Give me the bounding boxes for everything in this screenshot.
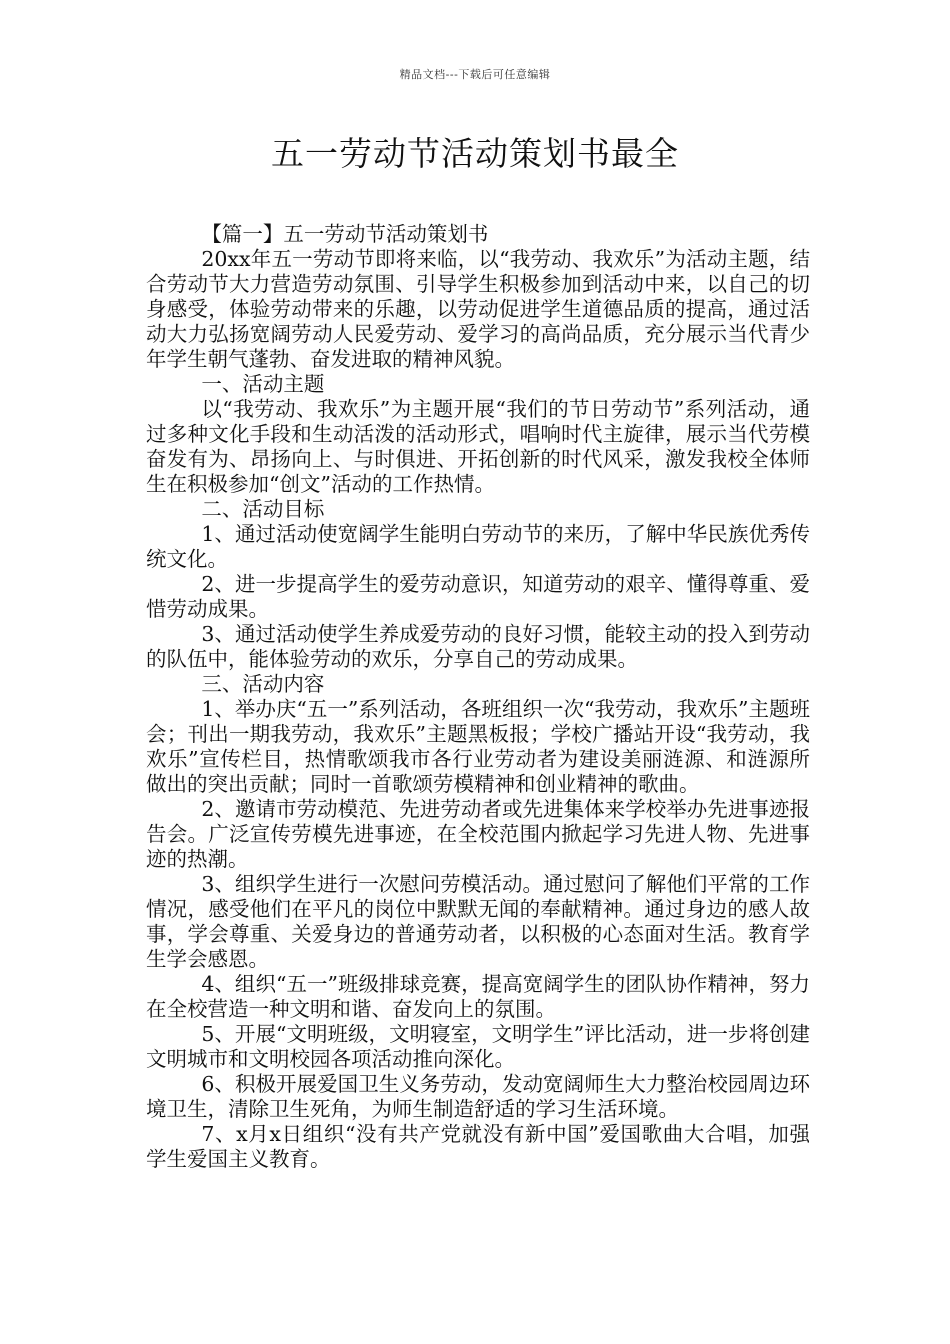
- list-item: 3、通过活动使学生养成爱劳动的良好习惯，能较主动的投入到劳动的队伍中，能体验劳动的欢乐，分享自己的劳动成果。: [146, 622, 810, 671]
- document-title: 五一劳动节活动策划书最全: [271, 134, 679, 173]
- list-item: 5、开展“文明班级，文明寝室，文明学生”评比活动，进一步将创建文明城市和文明校园各项活动推向深化。: [146, 1022, 810, 1071]
- list-item: 7、x月x日组织“没有共产党就没有新中国”爱国歌曲大合唱，加强学生爱国主义教育。: [146, 1122, 810, 1171]
- list-item: 1、举办庆“五一”系列活动，各班组织一次“我劳动，我欢乐”主题班会；刊出一期我劳动，我欢乐”主题黑板报；学校广播站开设“我劳动，我欢乐”宣传栏目，热情歌颂我市各行业劳动者为建设美丽涟源、和涟源所做出的突出贡献；同时一首歌颂劳模精神和创业精神的歌曲。: [146, 697, 810, 796]
- section-heading: 【篇一】五一劳动节活动策划书: [201, 222, 489, 246]
- document-body: [146, 222, 810, 1172]
- header-note: 精品文档---下载后可任意编辑: [399, 68, 551, 81]
- list-item: 2、邀请市劳动模范、先进劳动者或先进集体来学校举办先进事迹报告会。广泛宣传劳模先进事迹，在全校范围内掀起学习先进人物、先进事迹的热潮。: [146, 797, 810, 871]
- list-item: 1、通过活动使宽阔学生能明白劳动节的来历，了解中华民族优秀传统文化。: [146, 522, 810, 571]
- section-heading: 一、活动主题: [201, 372, 325, 396]
- section-heading: 三、活动内容: [201, 672, 325, 696]
- paragraph: 以“我劳动、我欢乐”为主题开展“我们的节日劳动节”系列活动，通过多种文化手段和生动活泼的活动形式，唱响时代主旋律，展示当代劳模奋发有为、昂扬向上、与时俱进、开拓创新的时代风采，激发我校全体师生在积极参加“创文”活动的工作热情。: [146, 397, 810, 496]
- list-item: 6、积极开展爱国卫生义务劳动，发动宽阔师生大力整治校园周边环境卫生，清除卫生死角，为师生制造舒适的学习生活环境。: [146, 1072, 810, 1121]
- section-heading: 二、活动目标: [201, 497, 325, 521]
- list-item: 3、组织学生进行一次慰问劳模活动。通过慰问了解他们平常的工作情况，感受他们在平凡的岗位中默默无闻的奉献精神。通过身边的感人故事，学会尊重、关爱身边的普通劳动者，以积极的心态面对生活。教育学生学会感恩。: [146, 872, 810, 971]
- paragraph: 20xx年五一劳动节即将来临，以“我劳动、我欢乐”为活动主题，结合劳动节大力营造劳动氛围、引导学生积极参加到活动中来，以自己的切身感受，体验劳动带来的乐趣，以劳动促进学生道德品质的提高，通过活动大力弘扬宽阔劳动人民爱劳动、爱学习的高尚品质，充分展示当代青少年学生朝气蓬勃、奋发进取的精神风貌。: [146, 247, 810, 371]
- list-item: 4、组织“五一”班级排球竞赛，提高宽阔学生的团队协作精神，努力在全校营造一种文明和谐、奋发向上的氛围。: [146, 972, 810, 1021]
- list-item: 2、进一步提高学生的爱劳动意识，知道劳动的艰辛、懂得尊重、爱惜劳动成果。: [146, 572, 810, 621]
